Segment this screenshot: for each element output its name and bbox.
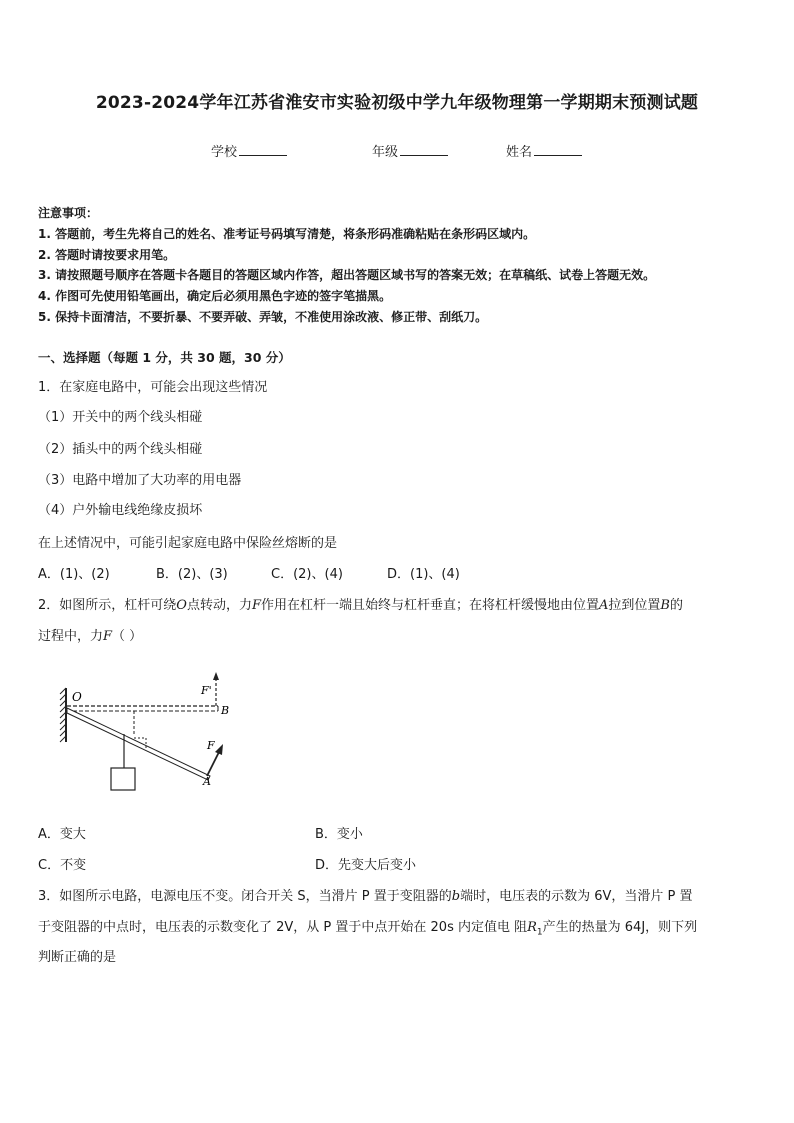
- notes-heading: 注意事项：: [38, 206, 99, 220]
- label-a: A: [203, 775, 211, 788]
- grade-blank[interactable]: [400, 143, 448, 156]
- page-title: 2023-2024学年江苏省淮安市实验初级中学九年级物理第一学期期末预测试题: [95, 93, 699, 113]
- name-field[interactable]: [506, 141, 582, 160]
- q1-item: （2）插头中的两个线头相碰: [38, 442, 203, 457]
- q2-option-a[interactable]: A．变大: [38, 827, 86, 842]
- note-item: 4. 作图可先使用铅笔画出，确定后必须用黑色字迹的签字笔描黑。: [38, 289, 392, 303]
- school-field[interactable]: [211, 141, 287, 160]
- weight-block: [111, 768, 135, 790]
- q2-option-d[interactable]: D．先变大后变小: [315, 858, 417, 873]
- name-blank[interactable]: [534, 143, 582, 156]
- q1-item: （3）电路中增加了大功率的用电器: [38, 473, 242, 488]
- note-item: 5. 保持卡面清洁，不要折暴、不要弄破、弄皱，不准使用涂改液、修正带、刮纸刀。: [38, 310, 488, 324]
- q3-line2: 于变阻器的中点时，电压表的示数变化了 2V，从 P 置于中点开始在 20s 内定值电 阻$R_1$产生的热量为 64J，则下列: [38, 920, 698, 938]
- q1-item: （4）户外输电线绝缘皮损坏: [38, 503, 203, 518]
- q3-line1: 3．如图所示电路，电源电压不变。闭合开关 S，当滑片 P 置于变阻器的b端时，电压表的示数为 6V，当滑片 P 置: [38, 889, 693, 904]
- q1-option-a[interactable]: A．(1)、(2): [38, 567, 110, 582]
- note-item: 2. 答题时请按要求用笔。: [38, 248, 176, 262]
- label-b: B: [221, 704, 230, 717]
- label-f: F: [207, 739, 215, 752]
- lever-position-a: [67, 708, 210, 780]
- school-blank[interactable]: [239, 143, 287, 156]
- q1-item: （1）开关中的两个线头相碰: [38, 410, 203, 425]
- note-item: 3. 请按照题号顺序在答题卡各题目的答题区域内作答，超出答题区域书写的答案无效；在草稿纸、试卷上答题无效。: [38, 268, 656, 282]
- q2-stem-line2: 过程中，力F（ ）: [38, 629, 143, 644]
- grade-label: 年级: [372, 145, 399, 160]
- q2-stem: 2．如图所示，杠杆可绕O点转动，力F作用在杠杆一端且始终与杠杆垂直；在将杠杆缓慢地由位置A拉到位置B的: [38, 598, 683, 613]
- q1-option-b[interactable]: B．(2)、(3): [156, 567, 228, 582]
- q3-line3: 判断正确的是: [38, 950, 117, 965]
- q2-option-c[interactable]: C．不变: [38, 858, 87, 873]
- force-f-arrow: [207, 750, 220, 776]
- label-f-prime: F': [201, 684, 212, 697]
- lever-figure: [50, 668, 240, 798]
- note-item: 1. 答题前，考生先将自己的姓名、准考证号码填写清楚，将条形码准确粘贴在条形码区域内。: [38, 227, 536, 241]
- name-label: 姓名: [506, 145, 533, 160]
- school-label: 学校: [211, 145, 238, 160]
- q1-option-d[interactable]: D．(1)、(4): [387, 567, 460, 582]
- q2-option-b[interactable]: B．变小: [315, 827, 363, 842]
- section-heading: 一、选择题（每题 1 分，共 30 题，30 分）: [38, 350, 291, 365]
- q1-stem: 1．在家庭电路中，可能会出现这些情况: [38, 380, 268, 395]
- q1-option-c[interactable]: C．(2)、(4): [271, 567, 343, 582]
- grade-field[interactable]: [372, 141, 448, 160]
- q1-question: 在上述情况中，可能引起家庭电路中保险丝熔断的是: [38, 536, 338, 551]
- label-o: O: [72, 690, 82, 704]
